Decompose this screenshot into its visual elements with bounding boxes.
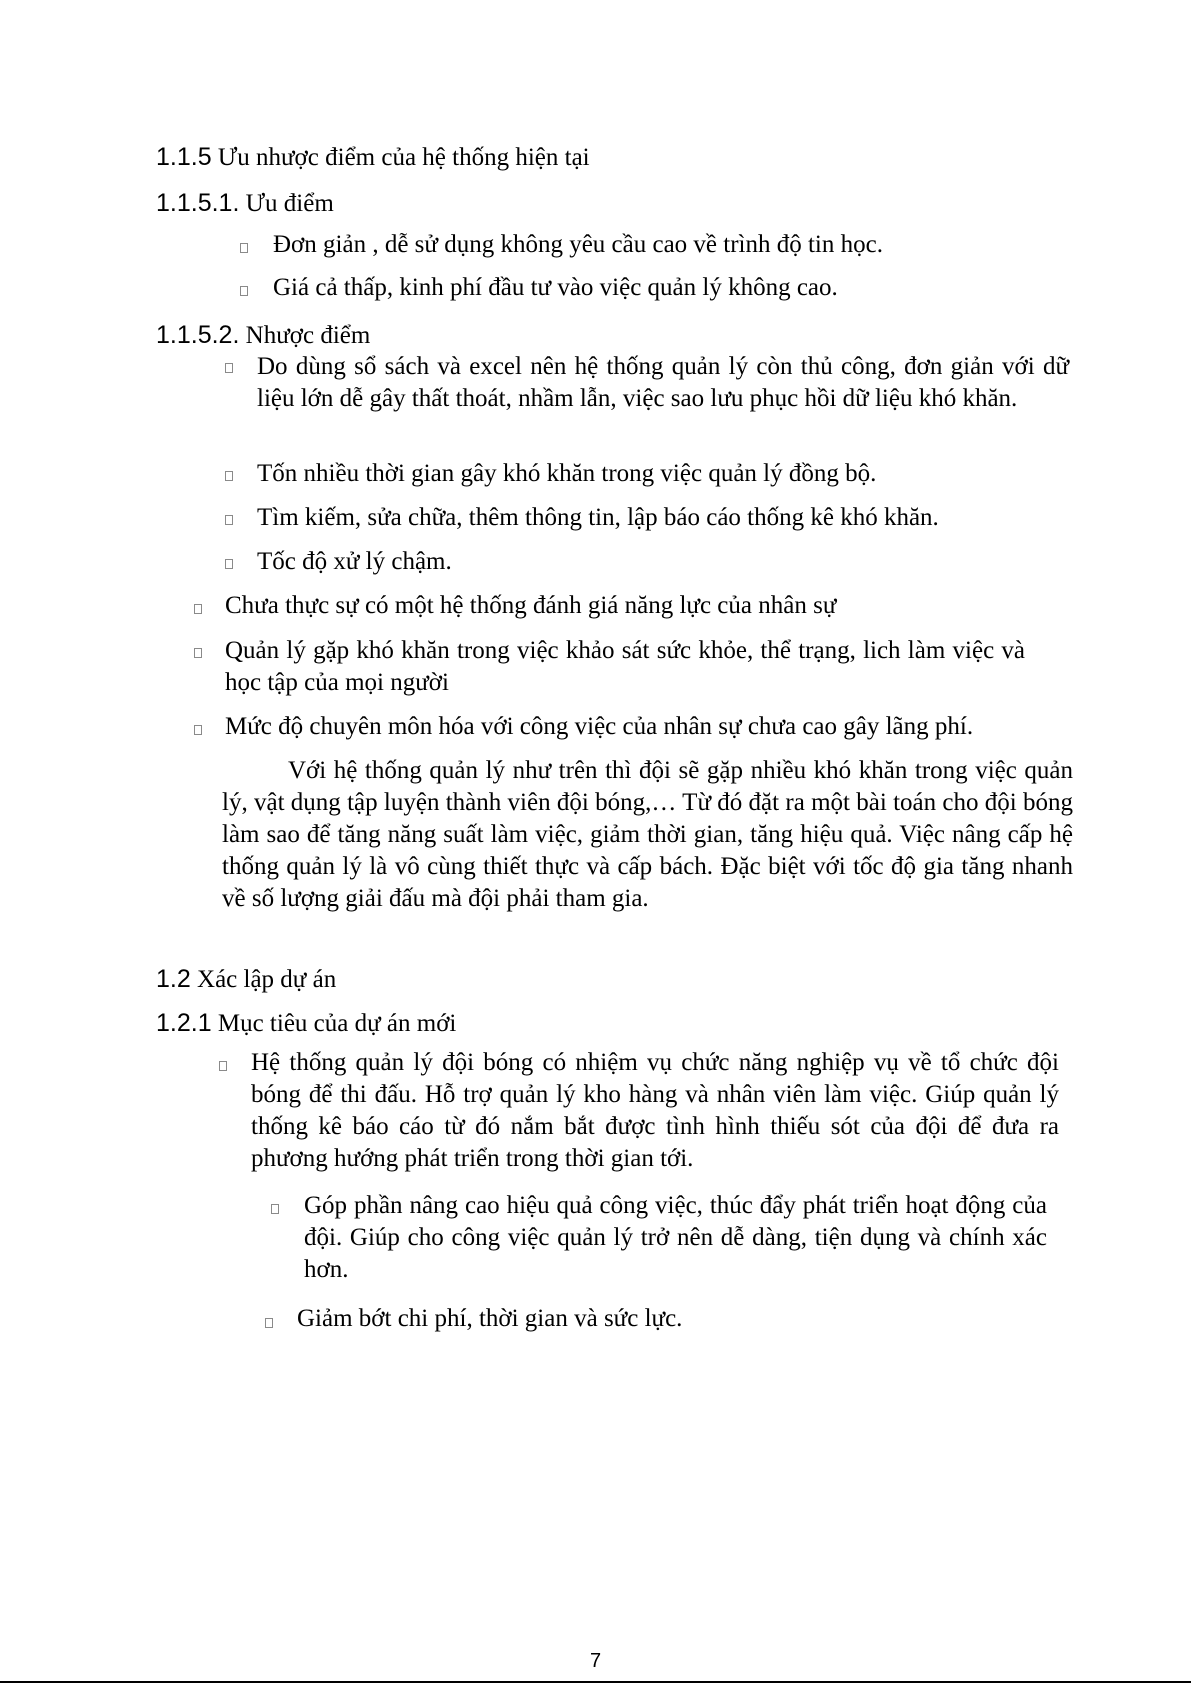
heading-1-1-5: [156, 141, 590, 174]
disadvantage-item: Quản lý gặp khó khăn trong việc khảo sát sức khỏe, thể trạng, lich làm việc và học tập của mọi người: [225, 637, 1025, 696]
square-bullet-icon: [225, 363, 233, 373]
square-bullet-icon: [225, 515, 233, 525]
heading-1-1-5-1: [156, 187, 334, 220]
square-bullet-icon: [219, 1061, 227, 1071]
square-bullet-icon: [265, 1318, 273, 1328]
page-number: 7: [589, 1650, 602, 1672]
heading-title: Mục tiêu của dự án mới: [217, 1010, 457, 1037]
square-bullet-icon: [225, 471, 233, 481]
heading-title: Ưu nhược điểm của hệ thống hiện tại: [217, 144, 590, 171]
objective-item: Hệ thống quản lý đội bóng có nhiệm vụ chức năng nghiệp vụ về tổ chức đội bóng để thi đấu. Hỗ trợ quản lý kho hàng và nhân viên làm việc. Giúp quản lý thống kê báo cáo từ đó nắm bắt được tình hình thiếu sót của đội để đưa ra phương hướng phát triển trong thời gian tới.: [251, 1049, 1059, 1172]
heading-1-2-1: [156, 1007, 456, 1040]
heading-number: 1.2: [156, 965, 191, 993]
heading-number: 1.1.5.2.: [156, 321, 240, 349]
footer-rule: [0, 1681, 1191, 1683]
heading-number: 1.1.5.1.: [156, 189, 240, 217]
objective-item: Góp phần nâng cao hiệu quả công việc, thúc đẩy phát triển hoạt động của đội. Giúp cho công việc quản lý trở nên dễ dàng, tiện dụng và chính xác hơn.: [304, 1192, 1047, 1283]
heading-title: Nhược điểm: [245, 322, 371, 349]
advantage-item: Đơn giản , dễ sử dụng không yêu cầu cao về trình độ tin học.: [273, 231, 883, 258]
heading-title: Xác lập dự án: [197, 966, 337, 993]
heading-number: 1.1.5: [156, 143, 212, 171]
disadvantage-item: Tìm kiếm, sửa chữa, thêm thông tin, lập báo cáo thống kê khó khăn.: [257, 504, 939, 531]
square-bullet-icon: [194, 648, 202, 658]
heading-1-2: [156, 963, 336, 996]
heading-1-1-5-2: [156, 319, 370, 352]
square-bullet-icon: [240, 243, 248, 253]
summary-paragraph: Với hệ thống quản lý như trên thì đội sẽ gặp nhiều khó khăn trong việc quản lý, vật dụng tập luyện thành viên đội bóng,… Từ đó đặt ra một bài toán cho đội bóng làm sao để tăng năng suất làm việc, giảm thời gian, tăng hiệu quả. Việc nâng cấp hệ thống quản lý là vô cùng thiết thực và cấp bách. Đặc biệt với tốc độ gia tăng nhanh về số lượng giải đấu mà đội phải tham gia.: [222, 757, 1073, 912]
disadvantage-item: Mức độ chuyên môn hóa với công việc của nhân sự chưa cao gây lãng phí.: [225, 713, 974, 740]
disadvantage-item: Chưa thực sự có một hệ thống đánh giá năng lực của nhân sự: [225, 592, 837, 619]
square-bullet-icon: [240, 286, 248, 296]
heading-number: 1.2.1: [156, 1009, 212, 1037]
square-bullet-icon: [271, 1204, 279, 1214]
square-bullet-icon: [225, 559, 233, 569]
square-bullet-icon: [194, 725, 202, 735]
disadvantage-item: Tốn nhiều thời gian gây khó khăn trong việc quản lý đồng bộ.: [257, 460, 877, 487]
advantage-item: Giá cả thấp, kinh phí đầu tư vào việc quản lý không cao.: [273, 274, 838, 301]
square-bullet-icon: [194, 604, 202, 614]
disadvantage-item: Do dùng sổ sách và excel nên hệ thống quản lý còn thủ công, đơn giản với dữ liệu lớn dễ gây thất thoát, nhầm lẫn, việc sao lưu phục hồi dữ liệu khó khăn.: [257, 353, 1069, 412]
heading-title: Ưu điểm: [245, 190, 334, 217]
disadvantage-item: Tốc độ xử lý chậm.: [257, 548, 452, 575]
objective-item: Giảm bớt chi phí, thời gian và sức lực.: [297, 1305, 683, 1332]
